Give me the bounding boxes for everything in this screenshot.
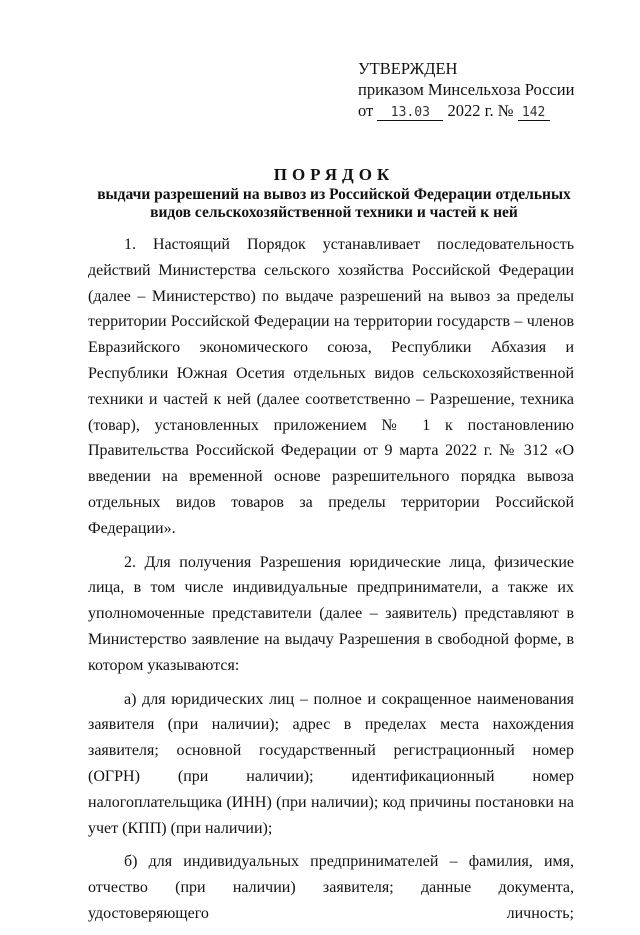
title-main: ПОРЯДОК <box>273 165 395 184</box>
year-number-label: 2022 г. № <box>447 101 514 120</box>
title-subtitle: выдачи разрешений на вывоз из Российской Федерации отдельных видов сельскохозяйственной техники и частей к ней <box>97 186 571 221</box>
approval-heading: УТВЕРЖДЕН <box>358 59 458 78</box>
approval-order-line: приказом Минсельхоза России <box>358 80 575 99</box>
order-number: 142 <box>518 105 550 121</box>
paragraph-2: 2. Для получения Разрешения юридические лица, физические лица, в том числе индивидуальные предприниматели, а также их уполномоченные представители (далее – заявитель) представляют в Министерство заявление на выдачу Разрешения в свободной форме, в котором указываются: <box>88 553 574 674</box>
approval-date-line <box>358 100 574 121</box>
paragraph-1: 1. Настоящий Порядок устанавливает последовательность действий Министерства сельского хозяйства Российской Федерации (далее – Министерство) по выдаче разрешений на вывоз за пределы территории Российской Федерации на территории государств – членов Евразийского экономического союза, Республики Абхазия и Республики Южная Осетия отдельных видов сельскохозяйственной техники и частей к ней (далее соответственно – Разрешение, техника (товар), установленных приложением № 1 к постановлению Правительства Российской Федерации от 9 марта 2022 г. № 312 «О введении на временной основе разрешительного порядка вывоза отдельных видов товаров за пределы территории Российской Федерации». <box>88 236 574 537</box>
paragraph-2b: б) для индивидуальных предпринимателей – фамилия, имя, отчество (при наличии) заявителя; данные документа, удостоверяющего личность; <box>88 853 574 922</box>
date-value: 13.03 <box>377 105 443 121</box>
document-body <box>88 232 574 935</box>
document-title <box>60 164 608 222</box>
date-prefix: от <box>358 101 374 120</box>
paragraph-2a: а) для юридических лиц – полное и сокращенное наименования заявителя (при наличии); адрес в пределах места нахождения заявителя; основной государственный регистрационный номер (ОГРН) (при наличии); идентификационный номер налогоплательщика (ИНН) (при наличии); код причины постановки на учет (КПП) (при наличии); <box>88 690 574 837</box>
approval-stamp <box>358 58 574 121</box>
